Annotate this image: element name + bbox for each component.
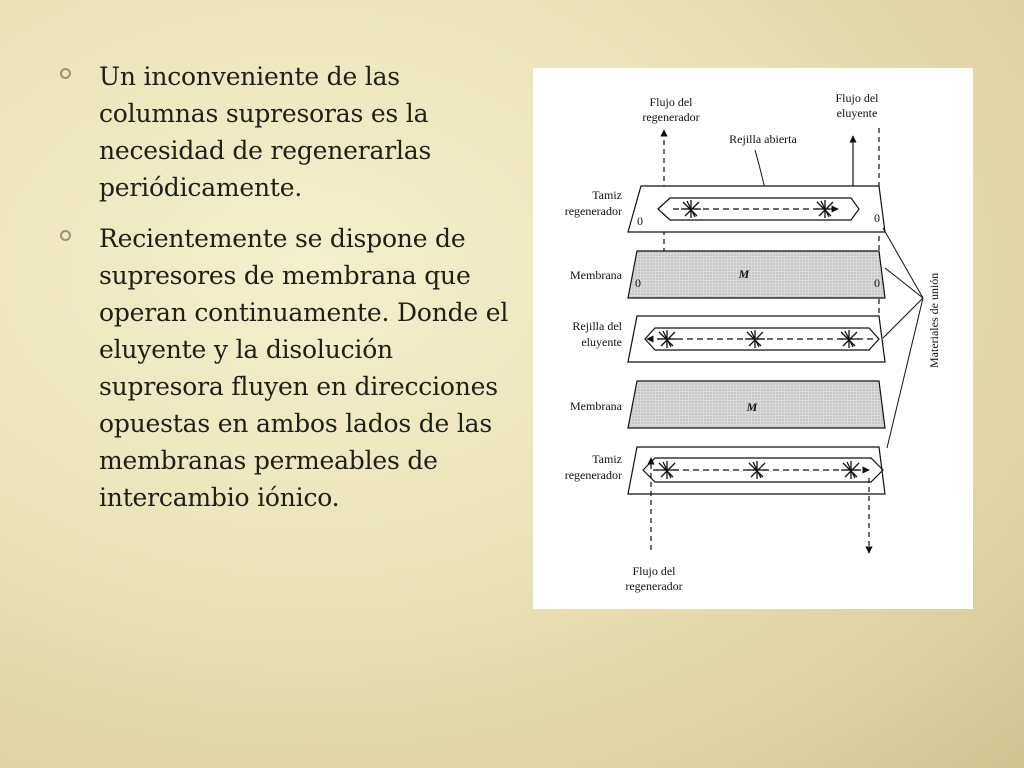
bullet-item [60, 58, 510, 206]
label-flujo-eluyente-top-1: Flujo del [835, 91, 879, 105]
label-rejilla-eluyente-2: eluyente [581, 335, 622, 349]
zero-label: 0 [874, 211, 880, 225]
label-membrana-1: Membrana [570, 268, 622, 282]
bullet-circle-icon [60, 230, 71, 241]
label-flujo-regenerador-bottom-1: Flujo del [632, 564, 676, 578]
label-tamiz-bottom-2: regenerador [564, 468, 622, 482]
bullet-list [60, 58, 510, 530]
label-tamiz-bottom-1: Tamiz [592, 452, 622, 466]
layer-membrana-top [628, 251, 885, 298]
membrane-symbol: M [738, 267, 750, 281]
label-rejilla-eluyente-1: Rejilla del [572, 319, 622, 333]
label-tamiz-2: regenerador [564, 204, 622, 218]
bullet-item [60, 220, 510, 516]
label-flujo-eluyente-top-2: eluyente [836, 106, 878, 120]
bullet-text: Recientemente se dispone de supresores de membrana que operan continuamente. Donde el eluyente y la disolución supresora fluyen en direcciones opuestas en ambos lados de las membranas permeables de intercambio iónico. [99, 224, 509, 512]
label-rejilla-abierta: Rejilla abierta [729, 132, 797, 146]
binding-material-pointers [883, 228, 923, 448]
zero-label: 0 [874, 276, 880, 290]
membrane-symbol: M [746, 400, 758, 414]
label-tamiz-1: Tamiz [592, 188, 622, 202]
bullet-circle-icon [60, 68, 71, 79]
label-materiales-union: Materiales de unión [927, 272, 941, 368]
zero-label: 0 [635, 276, 641, 290]
label-flujo-regenerador-top-2: regenerador [642, 110, 700, 124]
label-flujo-regenerador-bottom-2: regenerador [625, 579, 683, 593]
label-flujo-regenerador-top-1: Flujo del [649, 95, 693, 109]
zero-label: 0 [637, 214, 643, 228]
label-membrana-2: Membrana [570, 399, 622, 413]
bullet-text: Un inconveniente de las columnas supresoras es la necesidad de regenerarlas periódicamente. [99, 62, 432, 202]
diagram-svg [533, 68, 973, 609]
membrane-suppressor-diagram [533, 68, 973, 609]
